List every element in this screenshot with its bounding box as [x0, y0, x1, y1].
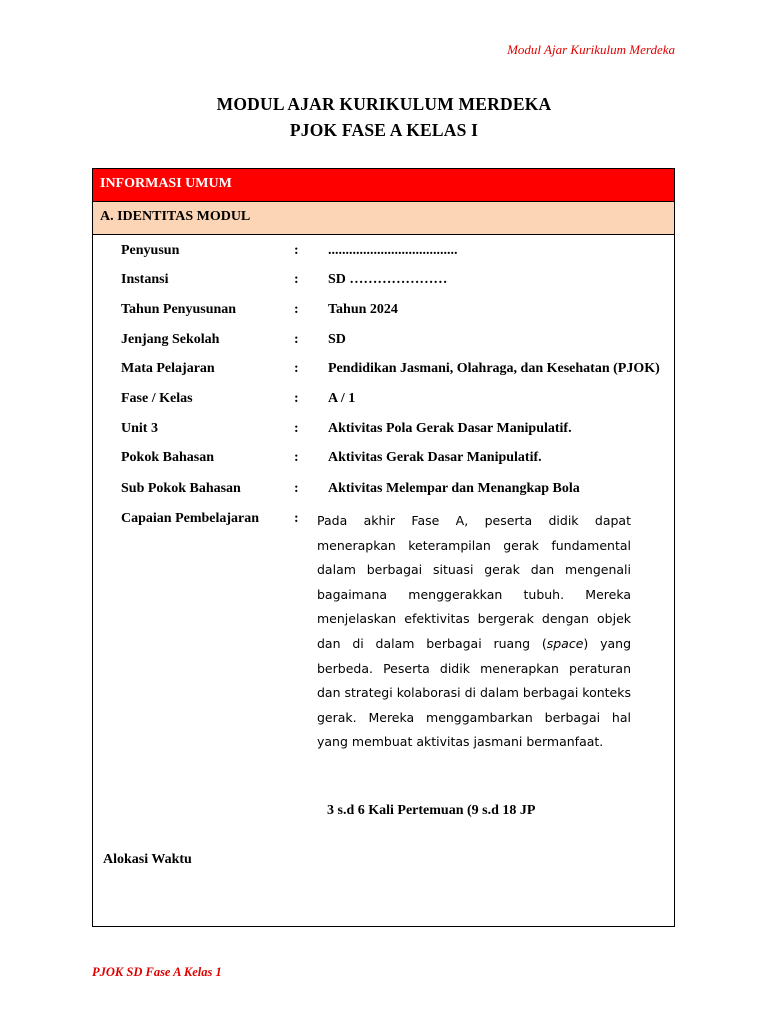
document-subtitle: PJOK FASE A KELAS I	[289, 120, 479, 140]
field-label: Instansi	[121, 272, 169, 287]
module-info-table	[92, 168, 675, 927]
field-value: A / 1	[328, 391, 356, 406]
field-label: Unit 3	[121, 421, 158, 436]
field-label: Capaian Pembelajaran	[121, 511, 260, 526]
field-label: Sub Pokok Bahasan	[121, 481, 241, 496]
field-value: .....................................	[328, 243, 458, 258]
section-identitas-modul	[93, 202, 674, 235]
field-colon: :	[294, 361, 299, 376]
field-value: Aktivitas Gerak Dasar Manipulatif.	[328, 450, 542, 465]
capaian-text-part: ) yang berbeda. Peserta didik menerapkan peraturan dan strategi kolaborasi di dalam berbagai konteks gerak. Mereka menggambarkan berbagai hal yang membuat aktivitas jasmani bermanfaat.	[317, 635, 632, 750]
field-label: Pokok Bahasan	[121, 450, 214, 465]
running-header: Modul Ajar Kurikulum Merdeka	[507, 42, 675, 57]
field-colon: :	[294, 302, 299, 317]
field-colon: :	[294, 243, 299, 258]
field-colon: :	[294, 391, 299, 406]
field-value: SD	[328, 332, 346, 347]
section-info-umum-label: INFORMASI UMUM	[100, 176, 232, 191]
field-colon: :	[294, 272, 299, 287]
field-colon: :	[294, 511, 299, 526]
field-colon: :	[294, 421, 299, 436]
section-identitas-label: A. IDENTITAS MODUL	[100, 209, 251, 224]
alokasi-waktu-label: Alokasi Waktu	[103, 852, 192, 867]
field-value: SD …………………	[328, 272, 448, 287]
alokasi-waktu-value: 3 s.d 6 Kali Pertemuan (9 s.d 18 JP	[327, 803, 536, 818]
field-value: Aktivitas Melempar dan Menangkap Bola	[328, 481, 580, 496]
field-label: Penyusun	[121, 243, 180, 258]
field-value: Tahun 2024	[328, 302, 398, 317]
field-label: Jenjang Sekolah	[121, 332, 220, 347]
field-label: Tahun Penyusunan	[121, 302, 237, 317]
field-value: Aktivitas Pola Gerak Dasar Manipulatif.	[328, 421, 572, 436]
running-footer: PJOK SD Fase A Kelas 1	[92, 965, 222, 979]
capaian-pembelajaran-text	[317, 509, 631, 755]
field-label: Mata Pelajaran	[121, 361, 215, 376]
field-label: Fase / Kelas	[121, 391, 193, 406]
field-colon: :	[294, 450, 299, 465]
field-value: Pendidikan Jasmani, Olahraga, dan Kesehatan (PJOK)	[328, 361, 660, 376]
capaian-text-italic: space	[546, 635, 584, 651]
capaian-text-part: Pada akhir Fase A, peserta didik dapat menerapkan keterampilan gerak fundamental dalam berbagai situasi gerak dan mengenali bagaimana menggerakkan tubuh. Mereka menjelaskan efektivitas bergerak dengan objek dan di dalam berbagai ruang (	[317, 513, 631, 651]
document-title: MODUL AJAR KURIKULUM MERDEKA	[216, 94, 552, 114]
field-colon: :	[294, 481, 299, 496]
section-info-umum	[93, 169, 674, 202]
field-colon: :	[294, 332, 299, 347]
